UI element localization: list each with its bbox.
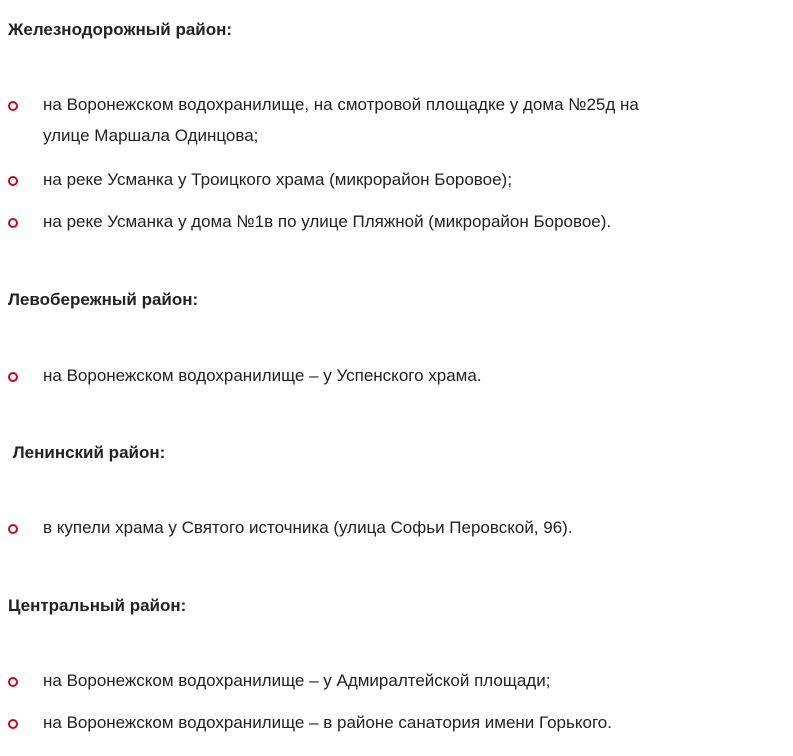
circle-bullet-icon	[8, 677, 18, 687]
list-item-text: на реке Усманка у Троицкого храма (микрорайон Боровое);	[43, 170, 512, 189]
section-heading-zheleznodorozhny: Железнодорожный район:	[8, 20, 233, 39]
circle-bullet-icon	[8, 176, 18, 186]
list-item-text: в купели храма у Святого источника (улица Софьи Перовской, 96).	[43, 518, 573, 537]
section-heading-levoberezhny: Левобережный район:	[8, 290, 199, 309]
circle-bullet-icon	[8, 218, 18, 228]
list-item-text: на Воронежском водохранилище – в районе санатория имени Горького.	[43, 713, 612, 732]
circle-bullet-icon	[8, 101, 18, 111]
circle-bullet-icon	[8, 524, 18, 534]
section-heading-leninsky: Ленинский район:	[8, 443, 166, 462]
list-item-text: на реке Усманка у дома №1в по улице Пляжной (микрорайон Боровое).	[43, 212, 612, 231]
list-item-text: на Воронежском водохранилище – у Успенского храма.	[43, 366, 482, 385]
section-heading-tsentralny: Центральный район:	[8, 596, 187, 615]
circle-bullet-icon	[8, 719, 18, 729]
list-item-text: на Воронежском водохранилище, на смотровой площадке у дома №25д на улице Маршала Одинцова;	[43, 95, 639, 145]
circle-bullet-icon	[8, 372, 18, 382]
list-item-text: на Воронежском водохранилище – у Адмиралтейской площади;	[43, 671, 551, 690]
